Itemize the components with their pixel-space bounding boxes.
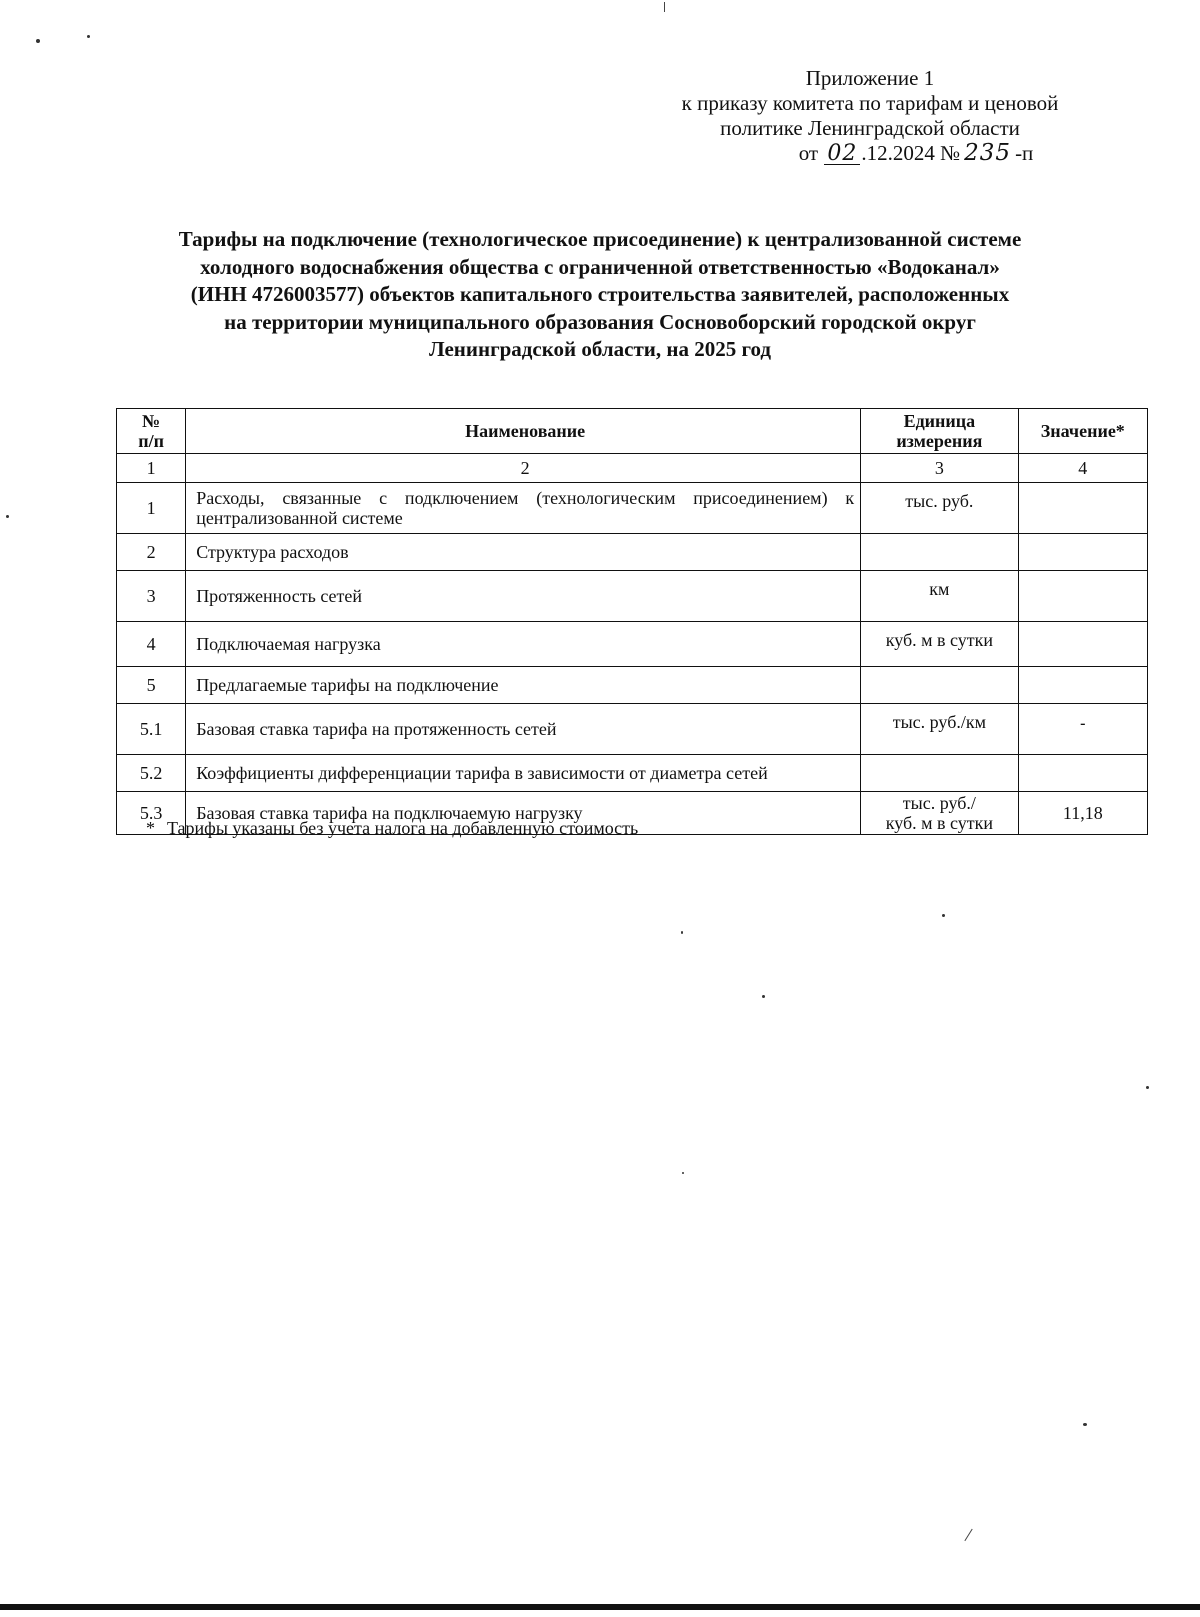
header-name: Наименование — [186, 409, 861, 454]
annex-title: Приложение 1 — [805, 66, 935, 90]
scan-speck — [681, 931, 683, 934]
table-row — [117, 534, 1148, 571]
column-index-cell: 3 — [861, 454, 1018, 483]
title-line: (ИНН 4726003577) объектов капитального строительства заявителей, расположенных — [190, 282, 1010, 306]
order-number-handwritten: 235 — [964, 140, 1012, 166]
row-value — [1018, 704, 1147, 755]
row-value — [1018, 667, 1147, 704]
row-number: 3 — [117, 571, 186, 622]
header-number-line: № — [142, 411, 161, 431]
annex-order-date — [600, 141, 1140, 166]
row-value — [1018, 534, 1147, 571]
row-unit — [861, 792, 1018, 835]
title-line: на территории муниципального образования Сосновоборский городской округ — [224, 309, 976, 334]
row-number: 5.1 — [117, 704, 186, 755]
tariff-table — [116, 408, 1148, 835]
row-unit — [861, 534, 1018, 571]
scan-speck — [1146, 1086, 1149, 1089]
scan-speck — [36, 39, 40, 43]
order-date-rest: .12.2024 № — [861, 141, 961, 165]
row-number: 5.3 — [117, 792, 186, 835]
row-name: Предлагаемые тарифы на подключение — [186, 667, 861, 704]
annex-authority: политике Ленинградской области — [720, 116, 1020, 140]
scan-speck — [6, 515, 9, 518]
row-unit: км — [861, 571, 1018, 622]
row-number: 2 — [117, 534, 186, 571]
order-suffix: -п — [1015, 141, 1034, 165]
scan-speck — [682, 1172, 684, 1174]
row-name: Структура расходов — [186, 534, 861, 571]
scan-speck — [762, 995, 765, 998]
table-row — [117, 755, 1148, 792]
value-dash: - — [1080, 715, 1086, 732]
row-name: Протяженность сетей — [186, 571, 861, 622]
row-number: 5 — [117, 667, 186, 704]
table-row — [117, 483, 1148, 534]
header-unit-line: Единица — [903, 411, 976, 431]
scan-speck — [942, 914, 945, 917]
scan-mark — [964, 1529, 973, 1542]
table-row — [117, 622, 1148, 667]
row-unit: куб. м в сутки — [861, 622, 1018, 667]
row-name: Базовая ставка тарифа на протяженность сетей — [186, 704, 861, 755]
row-number: 4 — [117, 622, 186, 667]
order-day-handwritten: 02 — [824, 144, 860, 165]
table-header-row — [117, 409, 1148, 454]
row-name: Базовая ставка тарифа на подключаемую нагрузку — [186, 792, 861, 835]
row-number: 1 — [117, 483, 186, 534]
annex-header — [600, 66, 1140, 166]
scan-mark — [664, 2, 665, 12]
header-number — [117, 409, 186, 454]
title-line: Ленинградской области, на 2025 год — [428, 337, 772, 361]
footnote-text: Тарифы указаны без учета налога на добавленную стоимость — [167, 818, 639, 838]
table-row — [117, 571, 1148, 622]
row-value: 11,18 — [1018, 792, 1147, 835]
table-row — [117, 667, 1148, 704]
header-unit-line: измерения — [896, 431, 983, 451]
footnote — [146, 817, 638, 839]
row-value — [1018, 755, 1147, 792]
row-number: 5.2 — [117, 755, 186, 792]
header-number-line: п/п — [138, 431, 164, 451]
row-name: Подключаемая нагрузка — [186, 622, 861, 667]
row-unit-line: куб. м в сутки — [885, 813, 994, 833]
column-index-cell: 1 — [117, 454, 186, 483]
document-title — [100, 226, 1100, 364]
column-index-cell: 2 — [186, 454, 861, 483]
title-line: Тарифы на подключение (технологическое присоединение) к централизованной системе — [178, 227, 1022, 251]
title-line: холодного водоснабжения общества с ограниченной ответственностью «Водоканал» — [200, 254, 1000, 279]
table-row — [117, 704, 1148, 755]
order-prefix: от — [798, 141, 819, 165]
row-unit: тыс. руб./км — [861, 704, 1018, 755]
row-unit — [861, 667, 1018, 704]
row-value — [1018, 622, 1147, 667]
header-unit — [861, 409, 1018, 454]
scan-speck — [1083, 1423, 1087, 1426]
scan-speck — [87, 35, 90, 38]
row-unit-line: тыс. руб./ — [902, 793, 976, 813]
row-unit — [861, 755, 1018, 792]
scan-bottom-edge — [0, 1604, 1200, 1610]
column-index-row — [117, 454, 1148, 483]
footnote-marker: * — [146, 818, 155, 838]
header-value: Значение* — [1018, 409, 1147, 454]
row-value — [1018, 571, 1147, 622]
annex-order-reference: к приказу комитета по тарифам и ценовой — [681, 91, 1059, 115]
row-unit: тыс. руб. — [861, 483, 1018, 534]
row-name: Расходы, связанные с подключением (технологическим присоединением) к централизованной системе — [186, 483, 861, 534]
column-index-cell: 4 — [1018, 454, 1147, 483]
row-value — [1018, 483, 1147, 534]
row-name: Коэффициенты дифференциации тарифа в зависимости от диаметра сетей — [186, 755, 861, 792]
